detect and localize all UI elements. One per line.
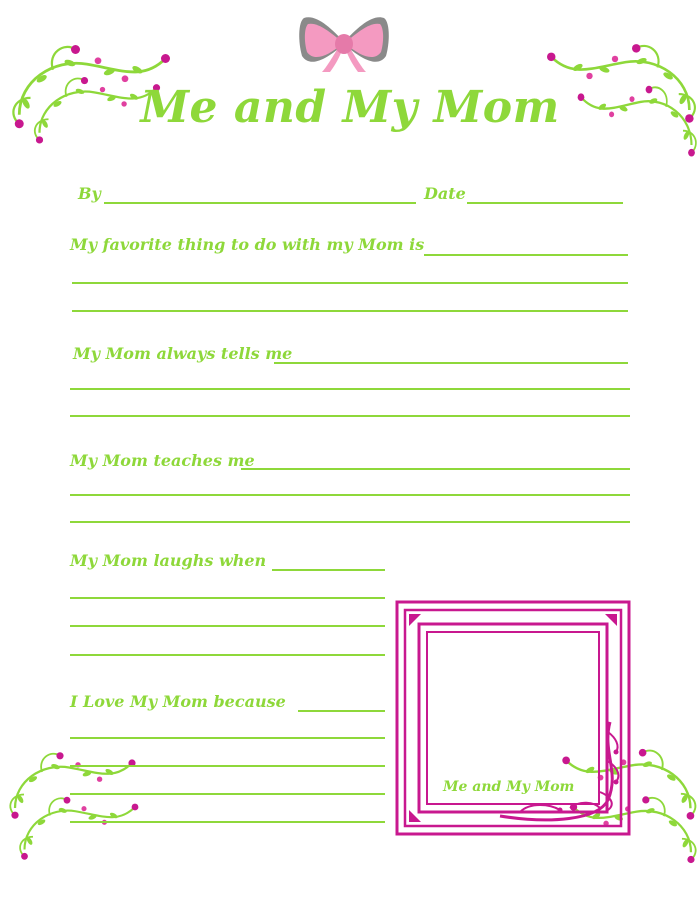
prompt-laughs-when: My Mom laughs when (70, 551, 267, 570)
prompt-favorite-thing: My favorite thing to do with my Mom is (70, 235, 425, 254)
answer-line[interactable] (70, 821, 385, 823)
prompt-always-tells: My Mom always tells me (73, 344, 293, 363)
answer-line[interactable] (298, 710, 385, 712)
answer-line[interactable] (70, 415, 630, 417)
answer-line[interactable] (72, 310, 628, 312)
photo-frame-flourish-icon (490, 712, 640, 830)
answer-line[interactable] (241, 468, 630, 470)
answer-line[interactable] (424, 254, 628, 256)
answer-line[interactable] (70, 654, 385, 656)
answer-line[interactable] (72, 282, 628, 284)
prompt-teaches: My Mom teaches me (70, 451, 255, 470)
by-label: By (78, 184, 101, 203)
prompt-love-because: I Love My Mom because (70, 692, 286, 711)
answer-line[interactable] (70, 597, 385, 599)
answer-line[interactable] (70, 737, 385, 739)
answer-line[interactable] (70, 494, 630, 496)
frame-caption: Me and My Mom (443, 779, 575, 795)
answer-line[interactable] (70, 625, 385, 627)
bow-icon (296, 12, 392, 74)
answer-line[interactable] (272, 569, 385, 571)
date-label: Date (424, 184, 466, 203)
answer-line[interactable] (70, 793, 385, 795)
answer-line[interactable] (70, 521, 630, 523)
date-line[interactable] (467, 202, 623, 204)
answer-line[interactable] (70, 388, 630, 390)
floral-vine-icon (8, 6, 188, 156)
by-line[interactable] (104, 202, 416, 204)
answer-line[interactable] (70, 765, 385, 767)
answer-line[interactable] (274, 362, 628, 364)
page-title: Me and My Mom (140, 82, 560, 133)
